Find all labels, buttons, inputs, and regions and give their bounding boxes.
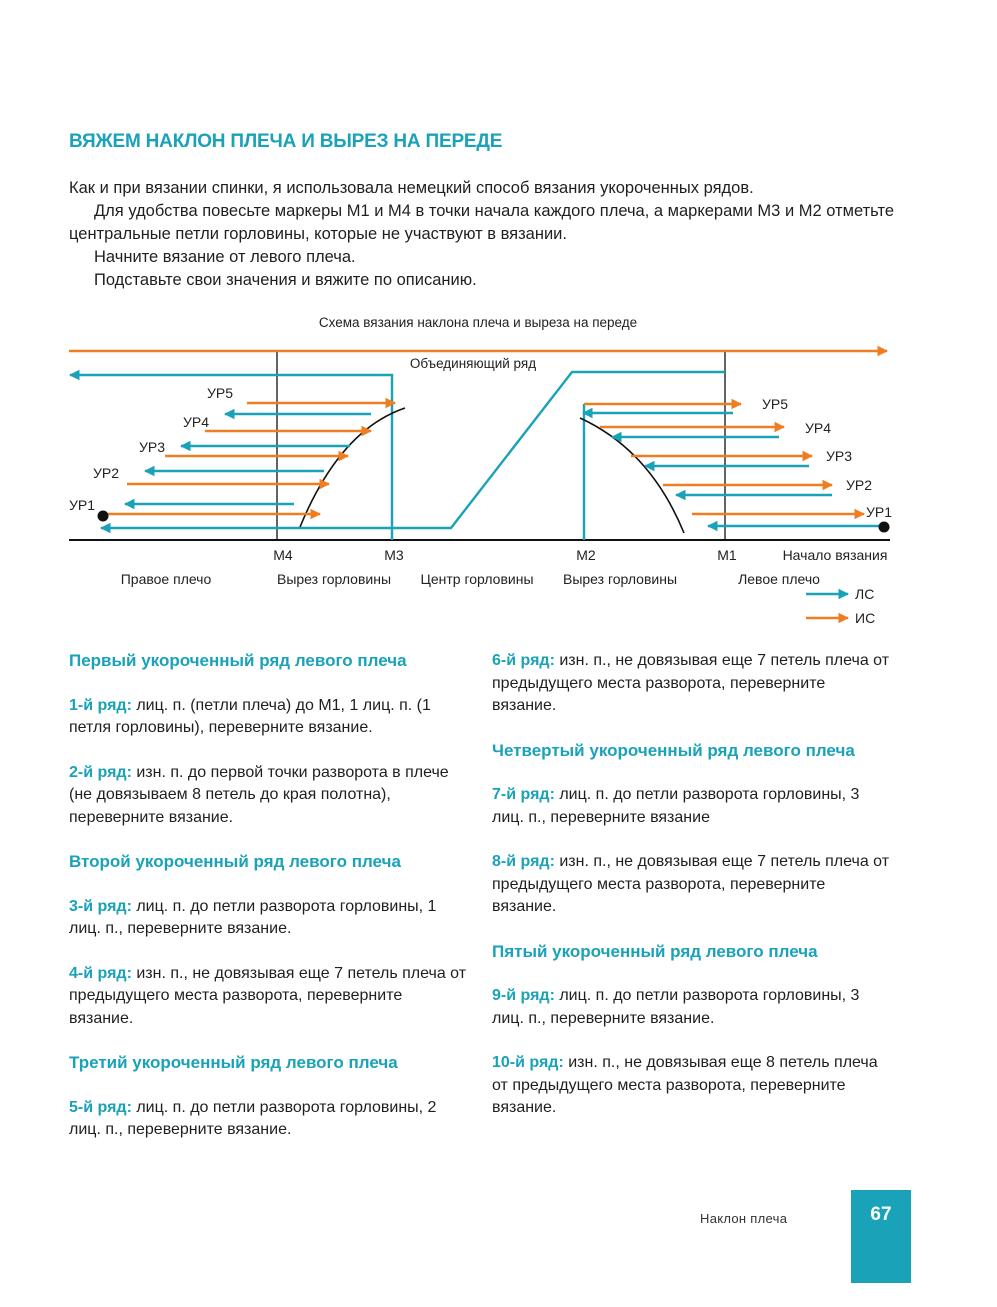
short-row-heading: Четвертый укороченный ряд левого плеча — [492, 740, 855, 760]
legend-ls-label: ЛС — [855, 586, 875, 602]
section-heading: ВЯЖЕМ НАКЛОН ПЛЕЧА И ВЫРЕЗ НА ПЕРЕДЕ — [69, 131, 503, 152]
neck-curve-right — [300, 408, 405, 527]
row-label: УР1 — [866, 504, 893, 520]
short-row-heading: Первый укороченный ряд левого плеча — [69, 651, 407, 670]
row-label: УР5 — [762, 396, 789, 412]
marker-label-m4: М4 — [273, 547, 293, 563]
start-label: Начало вязания — [782, 547, 888, 563]
row-instruction: 4-й ряд: изн. п., не довязывая еще 7 петель плеча от предыдущего места разворота, переверните вязание. — [69, 964, 467, 1027]
footer-section-label: Наклон плеча — [700, 1211, 788, 1226]
row-instruction: 8-й ряд: изн. п., не довязывая еще 7 петель плеча от предыдущего места разворота, переверните вязание. — [492, 853, 890, 915]
left-shoulder-short-rows — [583, 404, 880, 526]
row-instruction: 1-й ряд: лиц. п. (петли плеча) до М1, 1 лиц. п. (1 петля горловины), переверните вязание. — [69, 696, 431, 736]
zone-label: Центр горловины — [420, 571, 534, 587]
row-instruction: 5-й ряд: лиц. п. до петли разворота горловины, 2 лиц. п., переверните вязание. — [69, 1098, 437, 1138]
instructions-right-column — [492, 650, 892, 1142]
row-label: УР3 — [826, 448, 853, 464]
intro-paragraph: Как и при вязании спинки, я использовала немецкий способ вязания укороченных рядов. — [69, 179, 754, 197]
instructions-left-column — [69, 650, 469, 1164]
row-instruction: 10-й ряд: изн. п., не довязывая еще 8 петель плеча от предыдущего места разворота, переверните вязание. — [492, 1054, 878, 1116]
intro-paragraph: Для удобства повесьте маркеры М1 и М4 в точки начала каждого плеча, а маркерами М3 и М2 отметьте центральные петли горловины, которые не участвуют в вязании. — [69, 202, 895, 243]
row-label: УР2 — [93, 465, 120, 481]
row-instruction: 2-й ряд: изн. п. до первой точки разворота в плече (не довязываем 8 петель до края полотна), переверните вязание. — [69, 763, 449, 826]
intro-text — [69, 177, 899, 292]
row-instruction: 9-й ряд: лиц. п. до петли разворота горловины, 3 лиц. п., переверните вязание. — [492, 987, 860, 1027]
row-label: УР4 — [183, 414, 210, 430]
row-instruction: 3-й ряд: лиц. п. до петли разворота горловины, 1 лиц. п., переверните вязание. — [69, 897, 437, 937]
knitting-diagram — [0, 305, 997, 640]
start-dot-left — [98, 511, 109, 522]
diagram-title: Схема вязания наклона плеча и выреза на переде — [318, 315, 638, 330]
row-label: УР1 — [69, 497, 96, 513]
short-row-heading: Третий укороченный ряд левого плеча — [69, 1053, 398, 1072]
row-label: УР4 — [805, 420, 832, 436]
short-row-heading: Второй укороченный ряд левого плеча — [69, 852, 401, 871]
start-dot-right — [879, 522, 890, 533]
marker-label-m2: М2 — [576, 547, 596, 563]
joining-row-label: Объединяющий ряд — [409, 356, 537, 371]
row-label: УР2 — [846, 477, 873, 493]
right-shoulder-short-rows — [104, 403, 395, 514]
legend-is-label: ИС — [855, 610, 876, 626]
zone-label: Правое плечо — [120, 571, 212, 587]
intro-paragraph: Начните вязание от левого плеча. — [94, 248, 356, 266]
row-label: УР5 — [207, 385, 234, 401]
intro-paragraph: Подставьте свои значения и вяжите по описанию. — [94, 271, 477, 289]
row-label: УР3 — [139, 439, 166, 455]
marker-label-m3: М3 — [384, 547, 404, 563]
neck-curve-left — [580, 418, 684, 533]
page-number: 67 — [870, 1204, 892, 1225]
zone-label: Левое плечо — [738, 571, 820, 587]
marker-label-m1: М1 — [717, 547, 737, 563]
row-instruction: 6-й ряд: изн. п., не довязывая еще 7 петель плеча от предыдущего места разворота, переверните вязание. — [492, 652, 890, 714]
zone-label: Вырез горловины — [276, 571, 392, 587]
zone-label: Вырез горловины — [562, 571, 678, 587]
row-instruction: 7-й ряд: лиц. п. до петли разворота горловины, 3 лиц. п., переверните вязание — [492, 786, 860, 826]
short-row-heading: Пятый укороченный ряд левого плеча — [492, 941, 818, 961]
